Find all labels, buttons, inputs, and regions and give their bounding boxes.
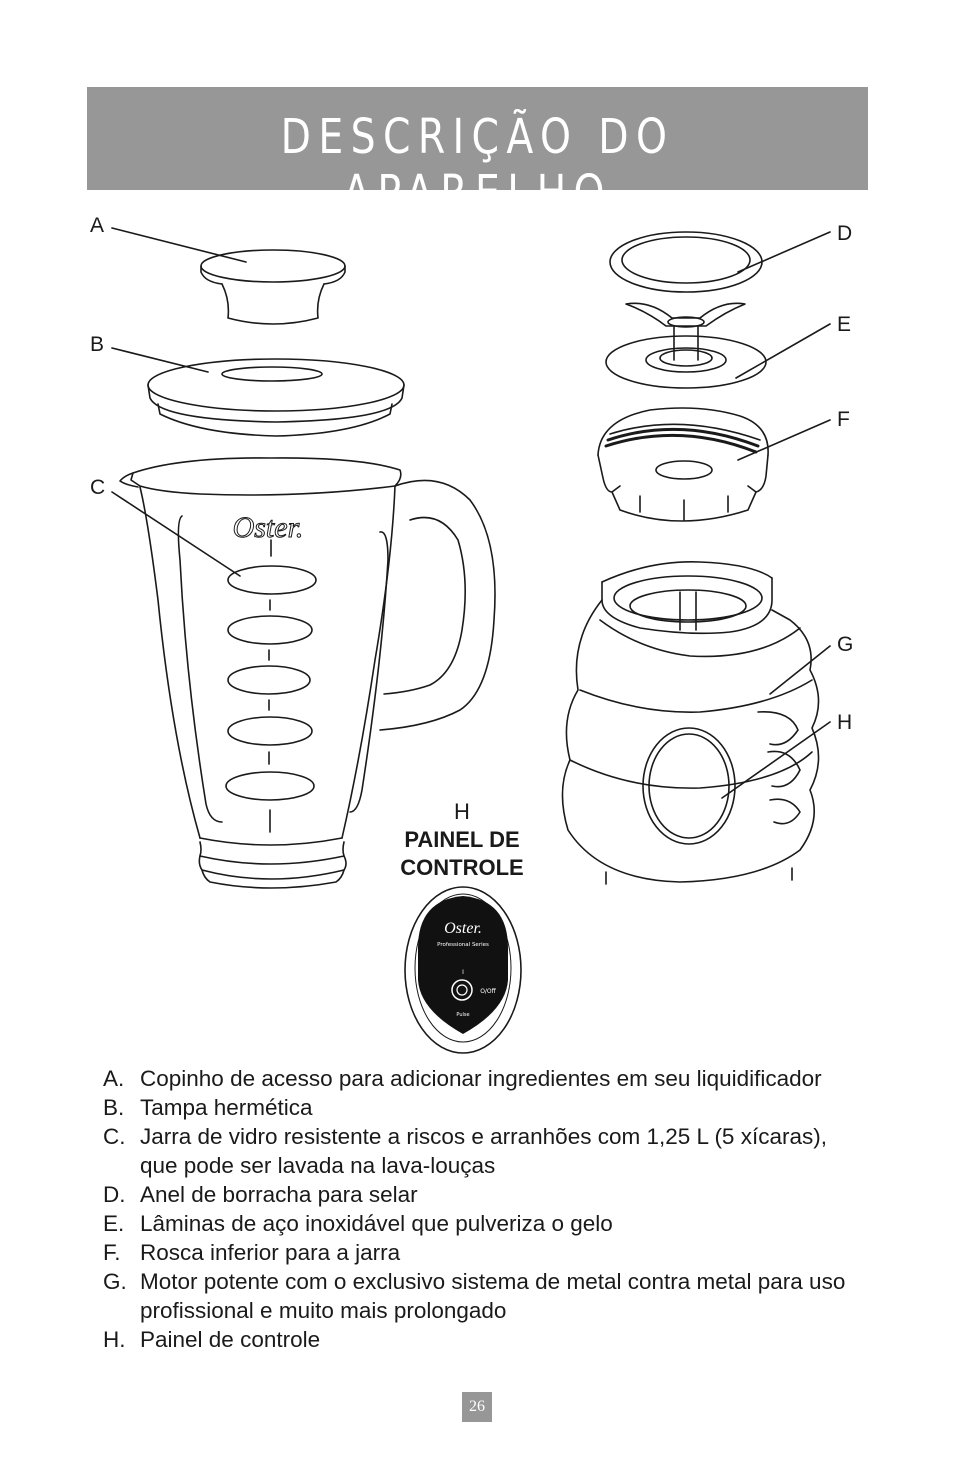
panel-off-label: O/Off (480, 988, 496, 995)
list-item (103, 1093, 863, 1122)
list-item-letter: A. (103, 1066, 125, 1091)
callout-e: E (837, 313, 852, 336)
list-item-text: Copinho de acesso para adicionar ingredientes em seu liquidificador (140, 1066, 822, 1091)
list-item (103, 1238, 863, 1267)
list-item (103, 1122, 863, 1180)
filler-cap-illustration (201, 250, 345, 324)
list-item-text: Painel de controle (140, 1327, 321, 1352)
list-item-letter: D. (103, 1182, 126, 1207)
blender-parts-diagram (0, 200, 954, 1060)
panel-caption-title-2: CONTROLE (400, 855, 524, 880)
list-item (103, 1267, 863, 1325)
callout-f: F (837, 408, 850, 431)
callout-b: B (90, 333, 105, 356)
list-item-text: Motor potente com o exclusivo sistema de metal contra metal para uso profissional e muito mais prolongado (140, 1269, 846, 1323)
header-bar (87, 87, 868, 221)
control-panel-caption (392, 798, 532, 882)
list-item-text: Jarra de vidro resistente a riscos e arranhões com 1,25 L (5 xícaras), que pode ser lavada na lava-louças (140, 1124, 827, 1178)
list-item-letter: E. (103, 1211, 125, 1236)
panel-switch (452, 980, 472, 1000)
panel-brand: Oster. (444, 920, 482, 937)
list-item (103, 1325, 863, 1354)
callout-g: G (837, 633, 854, 656)
callout-d: D (837, 222, 853, 245)
page-number: 26 (462, 1392, 492, 1422)
panel-series: Professional Series (437, 942, 489, 948)
jar-logo: Oster. (232, 511, 304, 544)
list-item (103, 1209, 863, 1238)
list-item-letter: B. (103, 1095, 125, 1120)
callout-c: C (90, 476, 106, 499)
panel-caption-title-1: PAINEL DE (404, 827, 520, 852)
list-item-letter: H. (103, 1327, 126, 1352)
panel-pulse-label: Pulse (456, 1012, 470, 1018)
gasket-illustration (610, 232, 762, 292)
control-panel-illustration (405, 887, 521, 1053)
list-item-letter: G. (103, 1269, 127, 1294)
callout-h: H (837, 711, 853, 734)
lid-illustration (148, 359, 404, 436)
list-item-text: Lâminas de aço inoxidável que pulveriza o gelo (140, 1211, 613, 1236)
bottom-collar-illustration (598, 408, 768, 521)
parts-description-list (103, 1064, 863, 1354)
panel-on-mark: I (462, 969, 464, 976)
page-title: DESCRIÇÃO DO APARELHO (280, 109, 675, 221)
list-item-text: Rosca inferior para a jarra (140, 1240, 401, 1265)
motor-base-illustration (562, 562, 818, 884)
list-item-letter: C. (103, 1124, 126, 1149)
list-item-text: Anel de borracha para selar (140, 1182, 418, 1207)
list-item (103, 1180, 863, 1209)
list-item-letter: F. (103, 1240, 121, 1265)
list-item-text: Tampa hermética (140, 1095, 313, 1120)
panel-caption-letter: H (454, 799, 470, 824)
callout-a: A (90, 214, 105, 237)
list-item (103, 1064, 863, 1093)
